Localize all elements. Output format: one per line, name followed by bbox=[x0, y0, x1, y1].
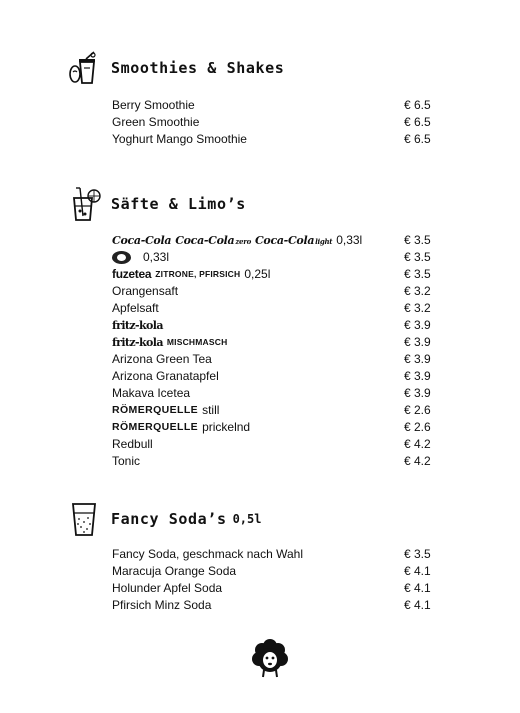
item-name: Apfelsaft bbox=[112, 301, 159, 315]
item-price: € 2.6 bbox=[404, 403, 431, 417]
sheep-icon bbox=[250, 638, 290, 678]
item-name: Arizona Green Tea bbox=[112, 352, 212, 366]
item-price: € 2.6 bbox=[404, 420, 431, 434]
item-price: € 3.9 bbox=[404, 369, 431, 383]
item-price: € 4.1 bbox=[404, 581, 431, 595]
menu-item bbox=[112, 402, 438, 419]
menu-item bbox=[112, 385, 438, 402]
item-price: € 4.1 bbox=[404, 598, 431, 612]
coca-cola-logo: Coca-Cola bbox=[112, 234, 172, 247]
item-name: Arizona Granatapfel bbox=[112, 369, 219, 383]
roemerquelle-logo: RÖMERQUELLE bbox=[112, 404, 199, 416]
fanta-logo bbox=[112, 251, 131, 264]
roemerquelle-still-row bbox=[112, 402, 219, 419]
menu-item bbox=[112, 563, 438, 580]
menu-item bbox=[112, 453, 438, 470]
item-name: Holunder Apfel Soda bbox=[112, 581, 223, 595]
item-flavors: ZITRONE, PFIRSICH bbox=[155, 269, 241, 279]
menu-item bbox=[112, 317, 438, 334]
item-name: Fancy Soda, geschmack nach Wahl bbox=[112, 547, 303, 561]
fritz-kola-logo: fritz-kola bbox=[112, 319, 163, 332]
smoothie-cup-icon bbox=[66, 50, 102, 86]
item-price: € 6.5 bbox=[404, 98, 431, 112]
menu-item bbox=[112, 597, 438, 614]
coca-cola-zero-logo: Coca-Colazero bbox=[175, 233, 251, 247]
roemerquelle-logo: RÖMERQUELLE bbox=[112, 421, 199, 433]
item-price: € 3.9 bbox=[404, 386, 431, 400]
section-header-juices bbox=[66, 186, 246, 222]
roemerquelle-prickelnd-row bbox=[112, 419, 250, 436]
item-list-smoothies bbox=[112, 97, 438, 148]
item-price: € 4.1 bbox=[404, 564, 431, 578]
menu-item bbox=[112, 97, 438, 114]
juice-glass-icon bbox=[66, 186, 102, 222]
item-name: Green Smoothie bbox=[112, 115, 200, 129]
item-price: € 3.5 bbox=[404, 233, 431, 247]
item-price: € 4.2 bbox=[404, 454, 431, 468]
menu-item bbox=[112, 436, 438, 453]
item-name: Yoghurt Mango Smoothie bbox=[112, 132, 247, 146]
item-price: € 3.2 bbox=[404, 284, 431, 298]
fritz-kola-logo: fritz-kola bbox=[112, 336, 163, 349]
item-variant: still bbox=[202, 403, 220, 417]
item-price: € 3.5 bbox=[404, 250, 431, 264]
item-variant: MISCHMASCH bbox=[166, 337, 228, 347]
item-price: € 3.9 bbox=[404, 335, 431, 349]
menu-item bbox=[112, 283, 438, 300]
menu-item bbox=[112, 249, 438, 266]
item-name: Tonic bbox=[112, 454, 141, 468]
fritz-kola-row bbox=[112, 317, 163, 334]
fritz-kola-mischmasch-row bbox=[112, 334, 227, 351]
item-name: Orangensaft bbox=[112, 284, 179, 298]
item-variant: prickelnd bbox=[202, 420, 251, 434]
item-name: Redbull bbox=[112, 437, 153, 451]
item-size: 0,33l bbox=[143, 250, 170, 264]
item-name: Makava Icetea bbox=[112, 386, 191, 400]
item-price: € 6.5 bbox=[404, 132, 431, 146]
fuzetea-row bbox=[112, 266, 270, 283]
coca-cola-light-logo: Coca-Colalight bbox=[254, 233, 333, 247]
item-price: € 3.5 bbox=[404, 267, 431, 281]
menu-item bbox=[112, 419, 438, 436]
soda-glass-icon bbox=[66, 501, 102, 537]
menu-item bbox=[112, 131, 438, 148]
item-name: Pfirsich Minz Soda bbox=[112, 598, 212, 612]
menu-item bbox=[112, 351, 438, 368]
menu-item bbox=[112, 300, 438, 317]
menu-item bbox=[112, 232, 438, 249]
item-price: € 3.2 bbox=[404, 301, 431, 315]
menu-item bbox=[112, 266, 438, 283]
section-title: Fancy Soda’s bbox=[111, 510, 227, 528]
item-name: Maracuja Orange Soda bbox=[112, 564, 237, 578]
section-header-fancy-soda bbox=[66, 501, 261, 537]
coca-cola-logos bbox=[112, 232, 362, 250]
item-price: € 3.5 bbox=[404, 547, 431, 561]
menu-item bbox=[112, 114, 438, 131]
item-list-juices bbox=[112, 232, 438, 470]
item-price: € 6.5 bbox=[404, 115, 431, 129]
item-price: € 3.9 bbox=[404, 318, 431, 332]
item-price: € 3.9 bbox=[404, 352, 431, 366]
item-list-fancy-soda bbox=[112, 546, 438, 614]
item-name: Berry Smoothie bbox=[112, 98, 195, 112]
menu-item bbox=[112, 334, 438, 351]
item-size: 0,33l bbox=[336, 233, 363, 247]
menu-item bbox=[112, 368, 438, 385]
item-size: 0,25l bbox=[244, 267, 271, 281]
section-title-suffix: 0,5l bbox=[232, 512, 262, 526]
section-header-smoothies bbox=[66, 50, 284, 86]
section-title: Smoothies & Shakes bbox=[111, 59, 285, 77]
item-price: € 4.2 bbox=[404, 437, 431, 451]
menu-item bbox=[112, 546, 438, 563]
menu-item bbox=[112, 580, 438, 597]
fanta-row bbox=[112, 249, 169, 266]
section-title: Säfte & Limo’s bbox=[111, 195, 246, 213]
fuzetea-logo: fuzetea bbox=[112, 267, 152, 281]
